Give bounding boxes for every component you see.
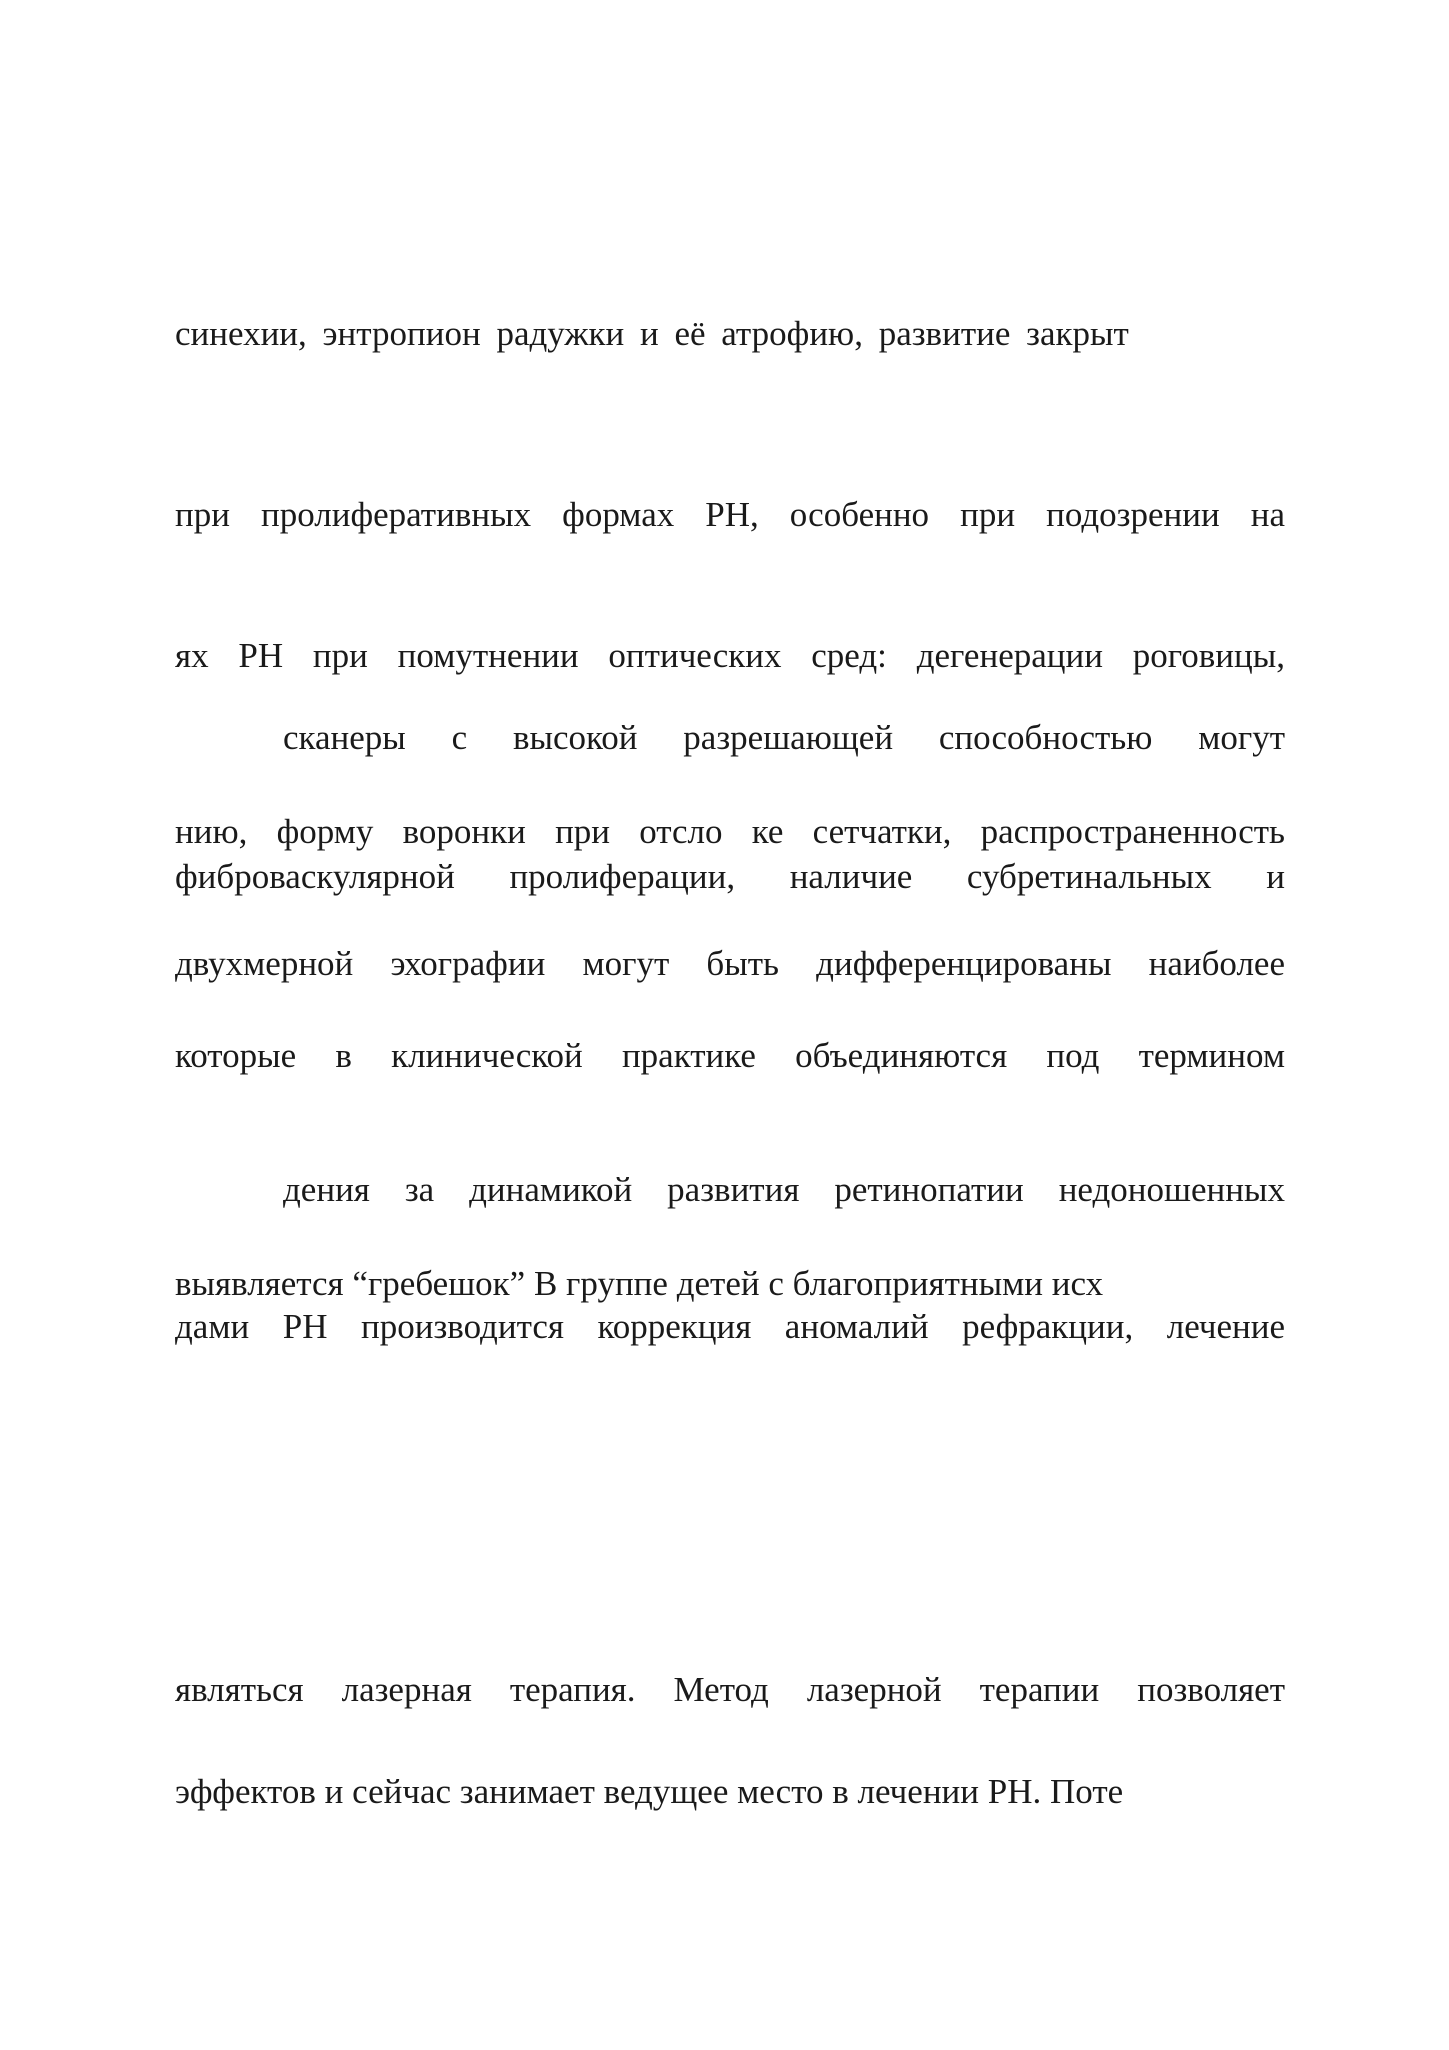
text-line-11: дами РН производится коррекция аномалий рефракции, лечение xyxy=(175,1307,1285,1346)
text-line-12: являться лазерная терапия. Метод лазерной терапии позволяет xyxy=(175,1670,1285,1709)
text-line-7: двухмерной эхографии могут быть дифференцированы наиболее xyxy=(175,944,1285,983)
text-line-3: ях РН при помутнении оптических сред: дегенерации роговицы, xyxy=(175,636,1285,675)
text-line-10: выявляется “гребешок” В группе детей с благоприятными исх xyxy=(175,1264,1104,1303)
text-line-2: при пролиферативных формах РН, особенно при подозрении на xyxy=(175,495,1285,534)
text-line-6: фиброваскулярной пролиферации, наличие субретинальных и xyxy=(175,857,1285,896)
text-line-8: которые в клинической практике объединяются под термином xyxy=(175,1036,1285,1075)
text-line-1: синехии, энтропион радужки и её атрофию, развитие закрыт xyxy=(175,314,1129,353)
text-line-4: сканеры с высокой разрешающей способностью могут xyxy=(283,718,1285,757)
text-line-13: эффектов и сейчас занимает ведущее место в лечении РН. Поте xyxy=(175,1772,1124,1811)
text-line-5: нию, форму воронки при отсло ке сетчатки, распространенность xyxy=(175,812,1285,851)
text-line-9: дения за динамикой развития ретинопатии недоношенных xyxy=(283,1170,1285,1209)
